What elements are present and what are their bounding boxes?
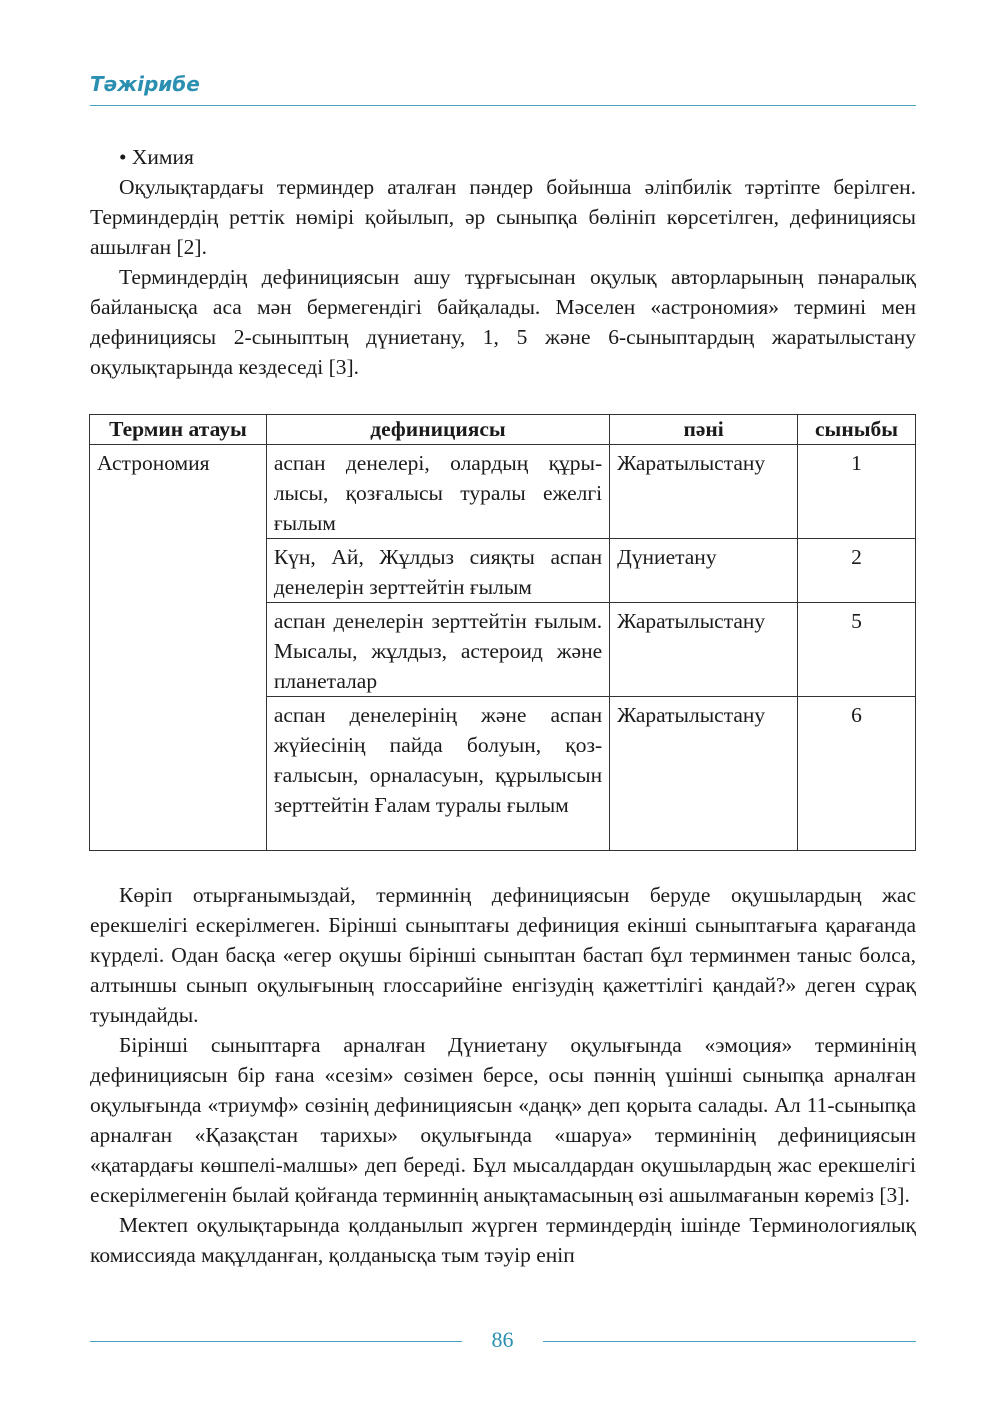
paragraph: Мектеп оқулықтарында қолданылып жүрген терминдердің ішінде Терминологиялық комиссияда мақұлданған, қолданысқа тым тәуір еніп	[90, 1213, 916, 1267]
subject-cell: Жаратылыстану	[610, 445, 798, 539]
term-cell: Астрономия	[90, 445, 267, 851]
intro-text	[90, 142, 916, 382]
table-header-row	[90, 415, 916, 445]
footer-rule-left	[90, 1341, 462, 1342]
subject-cell: Жаратылыстану	[610, 603, 798, 697]
footer-rule-right	[543, 1341, 916, 1342]
header-term: Термин атауы	[90, 415, 267, 445]
definition-cell: аспан денелерінің және аспан жүйесінің пайда болуын, қозғалысын, орналасуын, құрылысын зерттейтін Ғалам туралы ғылым	[266, 697, 609, 851]
bullet-item: • Химия	[119, 145, 194, 169]
header-grade: сыныбы	[798, 415, 916, 445]
definition-cell: Күн, Ай, Жұлдыз сияқты аспан денелерін зерттейтін ғылым	[266, 539, 609, 603]
body-text	[90, 880, 916, 1270]
subject-cell: Дүниетану	[610, 539, 798, 603]
table-row	[90, 445, 916, 539]
header-definition: дефинициясы	[266, 415, 609, 445]
section-title: Тәжірибе	[90, 72, 200, 96]
paragraph: Терминдердің дефинициясын ашу тұрғысынан оқулық авторларының пәнаралық байланысқа аса мән бермегендігі байқалады. Мәселен «астрономия» термині мен дефинициясы 2-сыныптың дүниетану, 1, 5 және 6-сыныптардың жаратылыстану оқулықтарында кездеседі [3].	[90, 265, 916, 379]
paragraph: Оқулықтардағы терминдер аталған пәндер бойынша әліпбилік тәртіпте берілген. Терминдердің реттік нөмірі қойылып, әр сыныпқа бөлініп көрсетілген, дефинициясы ашылған [2].	[90, 175, 916, 259]
definition-cell: аспан денелерін зерттейтін ғылым. Мысалы, жұлдыз, астероид және планеталар	[266, 603, 609, 697]
paragraph: Бірінші сыныптарға арналған Дүниетану оқулығында «эмоция» терминінің дефинициясын бір ғана «сезім» сөзімен берсе, осы пәннің үшінші сыныпқа арналған оқулығында «триумф» сөзінің дефинициясын «даңқ» деп қорыта салады. Ал 11-сыныпқа арналған «Қазақстан тарихы» оқулығында «шаруа» терминінің дефинициясын «қатардағы көшпелі-малшы» деп береді. Бұл мысалдардан оқушылардың жас ерекшелігі ескерілмегенін былай қойғанда терминнің анықтамасының өзі ашылмағанын көреміз [3].	[90, 1033, 916, 1207]
grade-cell: 2	[798, 539, 916, 603]
grade-cell: 5	[798, 603, 916, 697]
grade-cell: 6	[798, 697, 916, 851]
header-rule	[90, 105, 916, 106]
grade-cell: 1	[798, 445, 916, 539]
terms-table	[89, 414, 916, 851]
subject-cell: Жаратылыстану	[610, 697, 798, 851]
definition-cell: аспан денелері, олардың құрылысы, қозғалысы туралы ежелгі ғылым	[266, 445, 609, 539]
page-number: 86	[491, 1327, 514, 1352]
paragraph: Көріп отырғанымыздай, терминнің дефинициясын беруде оқушылардың жас ерекшелігі ескерілмеген. Бірінші сыныптағы дефиниция екінші сыныптағыға қарағанда күрделі. Одан басқа «егер оқушы бірінші сыныптан бастап бұл терминмен таныс болса, алтыншы сынып оқулығының глоссарийіне енгізудің қажеттілігі қандай?» деген сұрақ туындайды.	[90, 883, 916, 1027]
header-subject: пәні	[610, 415, 798, 445]
